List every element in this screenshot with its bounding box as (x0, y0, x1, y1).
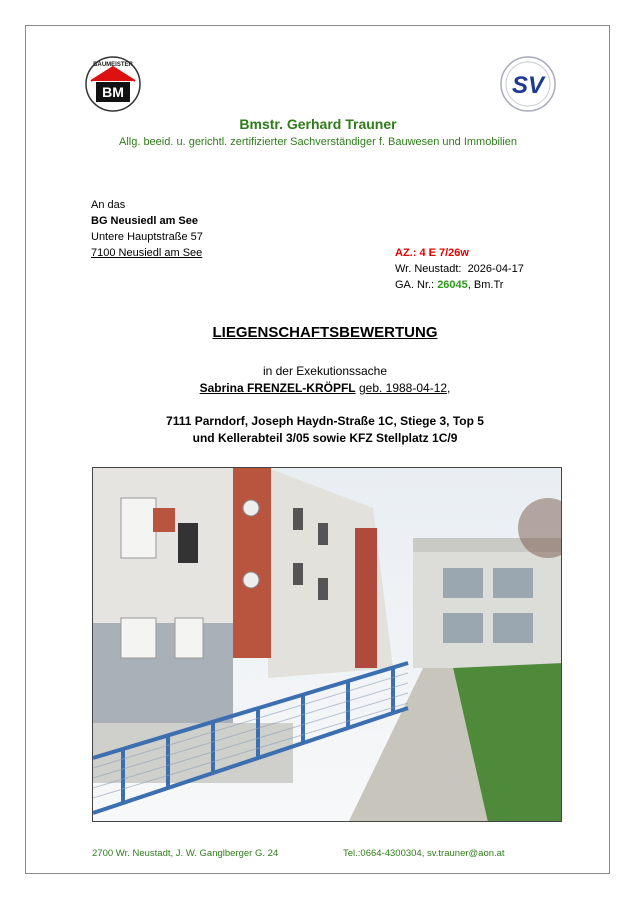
reference-block (395, 245, 524, 293)
party-name: Sabrina FRENZEL-KRÖPFL (199, 381, 356, 395)
baumeister-logo (83, 55, 143, 113)
ga-label: GA. Nr.: (395, 279, 435, 291)
case-line: in der Exekutionssache (262, 364, 388, 378)
baumeister-logo-text: BAUMEISTER (93, 62, 133, 68)
footer-contact: Tel.:0664-4300304, sv.trauner@aon.at (343, 848, 505, 859)
expert-subtitle: Allg. beeid. u. gerichtl. zertifizierter Sachverständiger f. Bauwesen und Immobilien (118, 136, 518, 148)
recipient-line1: An das (91, 199, 126, 211)
document-title: LIEGENSCHAFTSBEWERTUNG (212, 324, 438, 341)
recipient-address (91, 197, 203, 261)
expert-name: Bmstr. Gerhard Trauner (239, 116, 397, 132)
location-line1: 7111 Parndorf, Joseph Haydn-Straße 1C, Stiege 3, Top 5 (166, 414, 484, 428)
date-line (395, 261, 524, 277)
sv-logo (498, 55, 558, 113)
recipient-street: Untere Hauptstraße 57 (91, 231, 203, 243)
building-illustration (93, 468, 562, 822)
property-location (0, 413, 636, 447)
ga-suffix: , Bm.Tr (467, 279, 504, 291)
recipient-court: BG Neusiedl am See (91, 215, 198, 227)
date-value: 2026-04-17 (467, 263, 524, 275)
case-number: AZ.: 4 E 7/26w (395, 247, 469, 259)
party-line (0, 380, 636, 397)
case-description (0, 363, 636, 397)
party-suffix: , (447, 381, 451, 395)
recipient-city: 7100 Neusiedl am See (91, 247, 203, 259)
location-line2: und Kellerabteil 3/05 sowie KFZ Stellplatz 1C/9 (192, 431, 458, 445)
baumeister-logo-mark: BM (102, 84, 124, 100)
property-photo (92, 467, 562, 822)
ga-number: 26045 (437, 279, 468, 291)
footer-address: 2700 Wr. Neustadt, J. W. Ganglberger G. 24 (92, 848, 279, 859)
date-label: Wr. Neustadt: (395, 263, 462, 275)
sv-logo-mark: SV (511, 72, 545, 99)
ga-line (395, 277, 524, 293)
party-birth: geb. 1988-04-12 (358, 381, 448, 395)
